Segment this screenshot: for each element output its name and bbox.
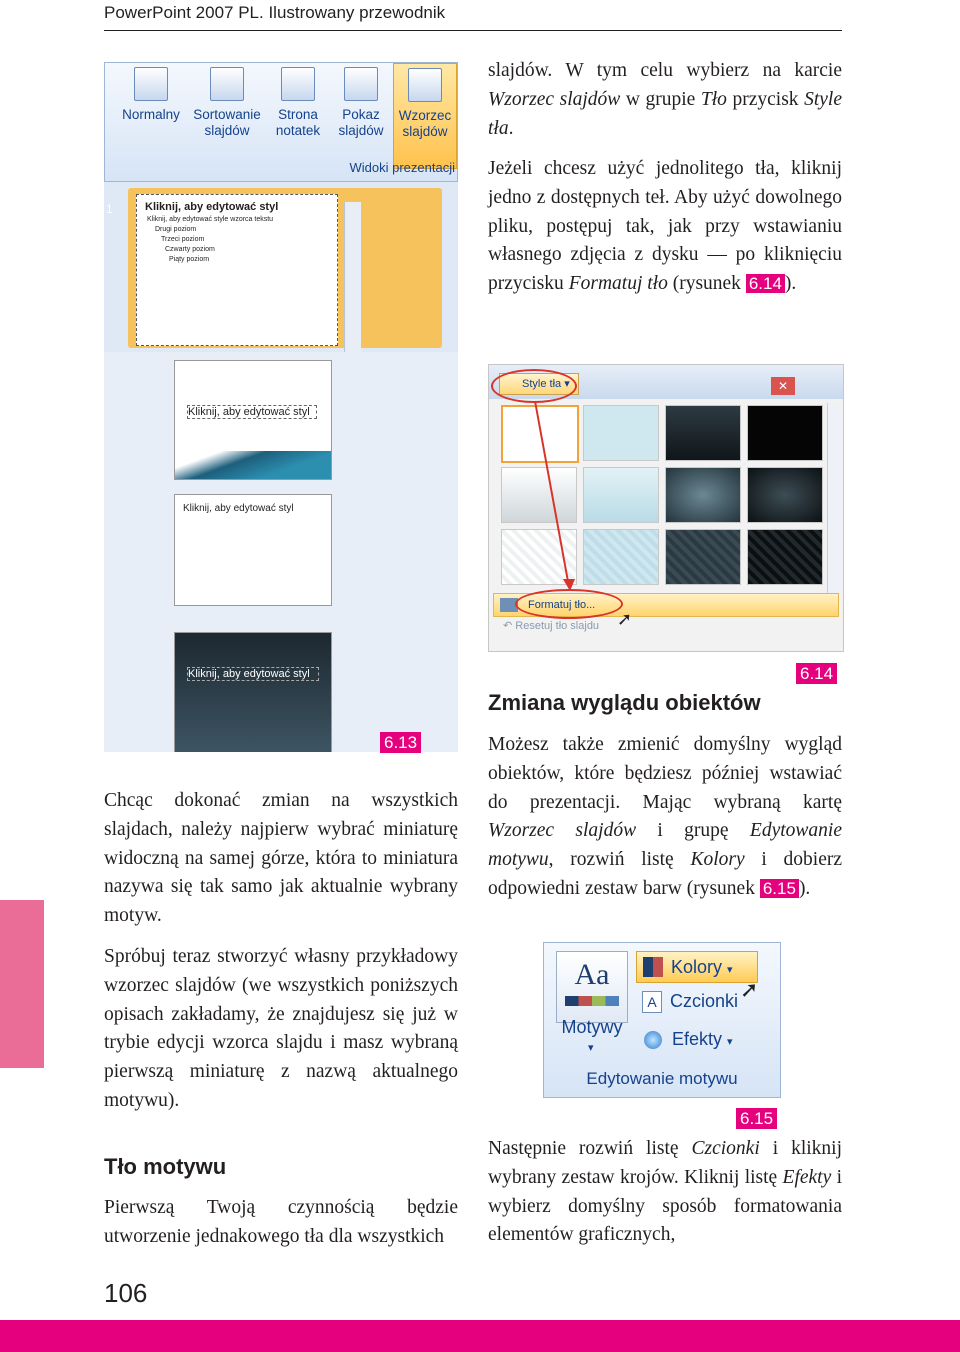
paragraph-background: Pierwszą Twoją czynnością będzie utworzenie jednakowego tła dla wszystkich — [104, 1197, 458, 1247]
text-run: (rysunek — [667, 273, 746, 295]
text-run: Edytowanie motywu — [488, 820, 842, 871]
fonts-icon: A — [642, 991, 662, 1013]
text-run: i kliknij wybrany zestaw krojów. Kliknij listę — [488, 1138, 843, 1188]
text-run: , rozwiń listę — [548, 849, 691, 871]
header-rule — [104, 30, 842, 31]
group-label: Edytowanie motywu — [586, 1069, 738, 1088]
figure-6-13 — [104, 62, 458, 752]
text-run: i grupę — [636, 820, 750, 842]
text-run: ). — [784, 273, 797, 295]
bullet-level-5: Piąty poziom — [169, 256, 210, 263]
paragraph-background-styles — [488, 57, 842, 143]
text-run: Czcionki — [691, 1138, 760, 1159]
text-run: Efekty — [782, 1166, 832, 1188]
chapter-tab — [0, 900, 44, 1068]
paragraph-custom-background — [488, 155, 842, 299]
dropdown-label: Style tła — [522, 378, 562, 390]
slide-sorter-button[interactable] — [187, 67, 267, 139]
running-header: PowerPoint 2007 PL. Ilustrowany przewodnik — [104, 3, 446, 22]
theme-color-strip — [565, 996, 619, 1006]
text-run: Tło — [700, 88, 727, 110]
text-run: przycisk — [726, 88, 805, 110]
text-run: Następnie rozwiń listę — [488, 1138, 692, 1159]
layout-thumbnail-title[interactable] — [174, 360, 332, 480]
heading-theme-background: Tło motywu — [104, 1154, 227, 1179]
figure-6-14 — [488, 364, 844, 652]
bullet-level-2: Drugi poziom — [155, 226, 197, 233]
master-subtitle: Kliknij, aby edytować style wzorca tekstu — [147, 216, 274, 223]
text-run: . — [508, 117, 514, 139]
group-label: Widoki prezentacji — [349, 160, 455, 175]
slideshow-label: Pokaz slajdów — [338, 107, 384, 138]
slide-sorter-icon — [210, 67, 244, 101]
highlight-ellipse-format — [515, 589, 623, 619]
effects-icon — [644, 1031, 662, 1049]
text-run: Style tła — [488, 88, 843, 139]
notes-page-label: Strona notatek — [275, 107, 321, 138]
fonts-label: Czcionki — [670, 991, 739, 1011]
layout-content-title: Kliknij, aby edytować styl — [183, 503, 294, 514]
layout-title: Kliknij, aby edytować styl — [187, 405, 317, 419]
figure-6-15 — [543, 942, 781, 1098]
mouse-cursor-icon: ➚ — [617, 609, 633, 629]
thumbnail-scrollbar[interactable] — [344, 202, 361, 352]
reset-background-label: Resetuj tło slajdu — [515, 620, 600, 632]
chevron-down-icon: ▾ — [727, 964, 733, 976]
mouse-cursor-icon: ➚ — [740, 977, 759, 1002]
slide-master-label: Wzorzec slajdów — [398, 108, 452, 139]
bullet-level-4: Czwarty poziom — [165, 246, 215, 253]
slide-master-button[interactable] — [393, 63, 457, 169]
text-run: i dobierz odpowiedni zestaw barw (rysunek — [488, 849, 842, 899]
layout-dark-title: Kliknij, aby edytować styl — [187, 667, 319, 681]
slide-sorter-label: Sortowanie slajdów — [193, 107, 261, 138]
bullet-level-3: Trzeci poziom — [161, 236, 205, 243]
effects-dropdown[interactable] — [640, 1029, 733, 1050]
format-background-label: Formatuj tło... — [528, 599, 596, 611]
colors-label: Kolory — [671, 957, 723, 977]
text-run: Kolory — [690, 849, 745, 871]
normal-view-icon — [134, 67, 168, 101]
notes-page-button[interactable] — [267, 67, 329, 139]
effects-label: Efekty — [672, 1029, 723, 1049]
heading-change-objects: Zmiana wyglądu obiektów — [488, 690, 761, 715]
figure-ref-6-14: 6.14 — [746, 274, 785, 293]
layout-thumbnail-dark[interactable] — [174, 632, 332, 752]
text-run: slajdów. W tym celu wybierz na karcie — [488, 60, 842, 81]
master-thumbnail[interactable] — [136, 194, 338, 346]
reset-background-row[interactable] — [503, 619, 599, 632]
fonts-dropdown[interactable] — [636, 991, 738, 1013]
normal-view-button[interactable] — [113, 67, 189, 123]
normal-view-label: Normalny — [122, 107, 180, 122]
themes-button[interactable] — [556, 951, 628, 1023]
text-run: Wzorzec slajdów — [488, 820, 637, 842]
slide-master-icon — [408, 68, 442, 102]
text-run: Możesz także zmienić domyślny wygląd obiektów, które będziesz później wstawiać do prezentacji. Mając wybraną kartę — [488, 734, 842, 813]
colors-icon — [643, 957, 663, 977]
text-run: ). — [798, 877, 811, 899]
paragraph-create-master: Spróbuj teraz stworzyć własny przykładowy wzorzec slajdów (we wszystkich poniższych opisach zakładamy, że znajdujesz się już w trybie edycji wzorca slajdu i masz wybraną pierwszą miniaturę z nazwą aktualnego motywu). — [104, 946, 458, 1111]
themes-icon: Aa — [574, 958, 610, 991]
figure-number-6-13: 6.13 — [380, 732, 421, 753]
chevron-down-icon: ▾ — [564, 378, 570, 390]
figure-number-6-14: 6.14 — [796, 663, 837, 684]
reset-icon: ↶ — [503, 620, 513, 632]
master-title: Kliknij, aby edytować styl — [145, 201, 279, 213]
footer-bar — [0, 1320, 960, 1352]
ribbon-views-group — [104, 62, 458, 182]
figure-ref-6-15: 6.15 — [760, 879, 799, 898]
slide-number: 1 — [106, 202, 113, 216]
paragraph-select-thumbnail: Chcąc dokonać zmian na wszystkich slajdach, należy najpierw wybrać miniaturę widoczną na samej górze, która to miniatura nazywa się tak samo jak aktualnie wybrany motyw. — [104, 790, 458, 927]
chevron-down-icon: ▾ — [588, 1042, 594, 1054]
layout-thumbnail-content[interactable] — [174, 494, 332, 606]
slideshow-button[interactable] — [331, 67, 391, 139]
slideshow-icon — [344, 67, 378, 101]
themes-label: Motywy — [561, 1017, 623, 1037]
close-icon[interactable]: ✕ — [771, 377, 795, 395]
text-run: w grupie — [620, 88, 701, 110]
text-run: Formatuj tło — [568, 273, 668, 295]
text-run: Jeżeli chcesz użyć jednolitego tła, kliknij jedno z dostępnych teł. Aby użyć dowolnego pliku, postępuj tak, jak przy wstawianiu własnego zdjęcia z dysku — po kliknięciu przycisku — [488, 158, 842, 295]
text-run: i wybierz domyślny sposób formatowania elementów graficznych, — [488, 1166, 842, 1246]
page-number: 106 — [104, 1278, 148, 1308]
text-run: Wzorzec slajdów — [488, 88, 621, 110]
paragraph-change-colors — [488, 731, 842, 904]
paragraph-fonts-effects — [488, 1135, 842, 1250]
chevron-down-icon: ▾ — [727, 1036, 733, 1048]
figure-number-6-15: 6.15 — [736, 1108, 777, 1129]
notes-page-icon — [281, 67, 315, 101]
